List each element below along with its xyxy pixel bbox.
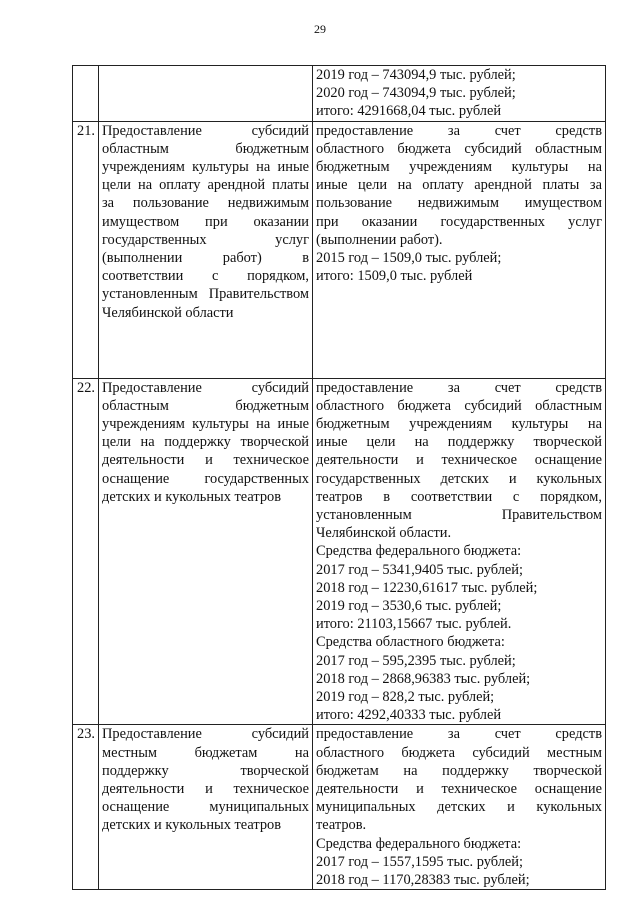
measure-name-line: учреждениям культуры на иные [102,416,309,433]
measure-name-line: оснащение государственных [102,470,309,487]
measure-name-line: местным бюджетам на [102,744,309,761]
description-line: Челябинской области. [316,525,452,542]
measure-name-line: Предоставление субсидий [102,122,309,139]
measure-name-line: областным бюджетным [102,397,309,414]
description-line: иные цели на поддержку творческой [316,434,602,451]
description-line: при оказании государственных услуг [316,213,602,230]
measure-name-line: поддержку творческой [102,762,309,779]
measure-name-line: установленным Правительством [102,286,309,303]
measure-name [99,66,313,122]
measure-name-line: детских и кукольных театров [102,817,282,834]
page-number: 29 [314,22,326,36]
description-line: установленным Правительством [316,507,602,524]
row-number: 22. [73,378,99,725]
description-line: областного бюджета субсидий областным [316,140,602,157]
description-line: 2019 год – 828,2 тыс. рублей; [316,689,495,706]
description-line: Средства областного бюджета: [316,634,505,651]
measure-name-line: соответствии с порядком, [102,268,309,285]
description-line: итого: 4292,40333 тыс. рублей [316,707,502,724]
row-number: 23. [73,725,99,890]
description-line: театров в соответствии с порядком, [316,488,602,505]
description-line: 2018 год – 12230,61617 тыс. рублей; [316,579,538,596]
measure-description [313,121,606,378]
measure-name [99,725,313,890]
description-line: 2015 год – 1509,0 тыс. рублей; [316,250,502,267]
description-line: (выполнении работ). [316,231,443,248]
description-line: пользование недвижимым имуществом [316,195,602,212]
measure-name-line: Челябинской области [102,304,234,321]
measure-name-line: учреждениям культуры на иные [102,159,309,176]
measure-name [99,378,313,725]
measure-name-line: имуществом при оказании [102,213,309,230]
description-line: областного бюджета субсидий областным [316,397,602,414]
description-line: муниципальных детских и кукольных [316,799,602,816]
description-line: деятельности и техническое оснащение [316,452,602,469]
measure-name-line: (выполнении работ) в [102,250,309,267]
description-line: областного бюджета субсидий местным [316,744,602,761]
description-line: 2017 год – 1557,1595 тыс. рублей; [316,853,523,870]
description-line: 2018 год – 1170,28383 тыс. рублей; [316,872,530,889]
description-line: 2017 год – 5341,9405 тыс. рублей; [316,561,523,578]
description-line: итого: 1509,0 тыс. рублей [316,268,473,285]
table-row [73,378,606,725]
description-line: государственных детских и кукольных [316,470,602,487]
description-line: бюджетным учреждениям культуры на [316,159,602,176]
description-line: иные цели на оплату арендной платы за [316,177,602,194]
description-line: 2018 год – 2868,96383 тыс. рублей; [316,670,531,687]
measure-description [313,378,606,725]
measure-name-line: областным бюджетным [102,140,309,157]
measure-description [313,66,606,122]
description-line: бюджетам на поддержку творческой [316,762,602,779]
table-row [73,121,606,378]
row-number [73,66,99,122]
description-line: 2019 год – 3530,6 тыс. рублей; [316,598,502,615]
measure-name-line: Предоставление субсидий [102,379,309,396]
description-line: театров. [316,817,367,834]
program-table [72,65,606,890]
row-number: 21. [73,121,99,378]
measure-name-line: Предоставление субсидий [102,726,309,743]
table-row [73,725,606,890]
description-line: итого: 4291668,04 тыс. рублей [316,103,502,120]
description-line: Средства федерального бюджета: [316,835,522,852]
measure-name-line: цели на поддержку творческой [102,434,309,451]
description-line: бюджетным учреждениям культуры на [316,416,602,433]
measure-description [313,725,606,890]
description-line: Средства федерального бюджета: [316,543,522,560]
measure-name-line: за пользование недвижимым [102,195,309,212]
description-line: 2019 год – 743094,9 тыс. рублей; [316,67,516,83]
measure-name-line: детских и кукольных театров [102,488,282,505]
table-row [73,66,606,122]
description-line: деятельности и техническое оснащение [316,781,602,798]
description-line: предоставление за счет средств [316,379,602,396]
description-line: итого: 21103,15667 тыс. рублей. [316,616,512,633]
measure-name-line: цели на оплату арендной платы [102,177,309,194]
description-line: 2020 год – 743094,9 тыс. рублей; [316,85,516,102]
measure-name [99,121,313,378]
measure-name-line: деятельности и техническое [102,781,309,798]
description-line: предоставление за счет средств [316,726,602,743]
measure-name-line: деятельности и техническое [102,452,309,469]
measure-name-line: оснащение муниципальных [102,799,309,816]
description-line: предоставление за счет средств [316,122,602,139]
description-line: 2017 год – 595,2395 тыс. рублей; [316,652,516,669]
measure-name-line: государственных услуг [102,231,309,248]
